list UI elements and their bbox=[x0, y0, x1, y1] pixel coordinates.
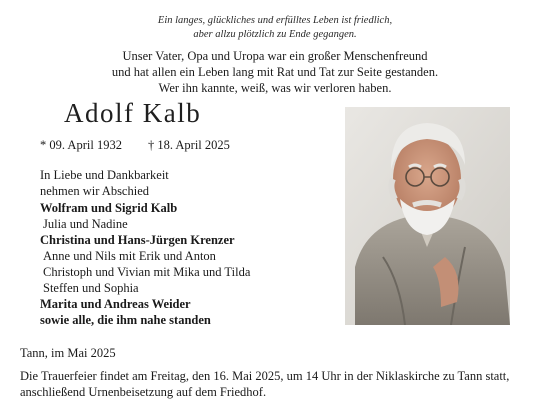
birth-date: * 09. April 1932 bbox=[40, 138, 122, 152]
mourner-line: Marita und Andreas Weider bbox=[40, 297, 191, 311]
farewell-text bbox=[40, 167, 169, 199]
mourner-line: Anne und Nils mit Erik und Anton bbox=[43, 249, 216, 263]
mourner-line: Christoph und Vivian mit Mika und Tilda bbox=[43, 265, 251, 279]
life-dates bbox=[40, 138, 256, 153]
intro-line: Ein langes, glückliches und erfülltes Leben ist friedlich, bbox=[157, 15, 393, 26]
tribute-line: und hat allen ein Leben lang mit Rat und Tat zur Seite gestanden. bbox=[111, 65, 439, 79]
intro-line: aber allzu plötzlich zu Ende gegangen. bbox=[193, 29, 357, 40]
farewell-line: In Liebe und Dankbarkeit bbox=[40, 168, 169, 182]
portrait-photo bbox=[345, 107, 510, 325]
intro-quote bbox=[0, 14, 550, 42]
funeral-notice: Die Trauerfeier findet am Freitag, den 16. Mai 2025, um 14 Uhr in der Niklaskirche zu Tann statt, anschließend Urnenbeisetzung auf dem Friedhof. bbox=[20, 369, 510, 399]
mourner-line: Wolfram und Sigrid Kalb bbox=[40, 201, 178, 215]
mourner-line: sowie alle, die ihm nahe standen bbox=[40, 313, 211, 327]
tribute-line: Wer ihn kannte, weiß, was wir verloren haben. bbox=[158, 81, 392, 95]
mourner-line: Christina und Hans-Jürgen Krenzer bbox=[40, 233, 235, 247]
tribute-text bbox=[0, 48, 550, 96]
place-and-date: Tann, im Mai 2025 bbox=[20, 346, 116, 360]
farewell-line: nehmen wir Abschied bbox=[40, 184, 150, 198]
mourner-line: Julia und Nadine bbox=[43, 217, 128, 231]
mourners-list bbox=[40, 200, 250, 328]
death-date: † 18. April 2025 bbox=[147, 138, 230, 152]
mourner-line: Steffen und Sophia bbox=[43, 281, 139, 295]
tribute-line: Unser Vater, Opa und Uropa war ein großer Menschenfreund bbox=[122, 49, 428, 63]
deceased-name: Adolf Kalb bbox=[64, 98, 202, 128]
